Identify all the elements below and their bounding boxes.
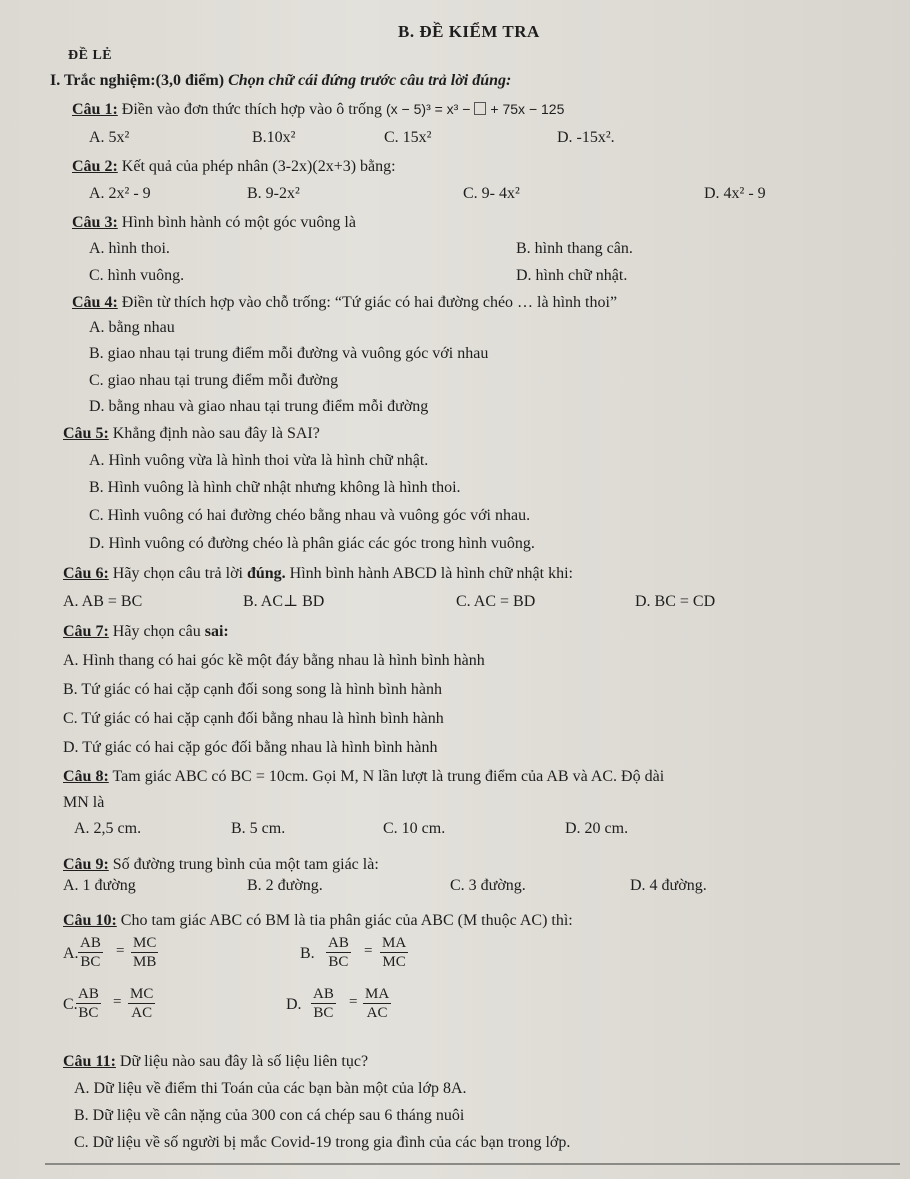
option-d: D. Tứ giác có hai cặp góc đối bằng nhau là hình bình hành (63, 739, 438, 756)
question-expression-left: (x − 5)³ = x³ − (386, 101, 471, 117)
question-text: Hãy chọn câu (112, 623, 201, 640)
equals-sign: = (364, 943, 373, 959)
question-label: Câu 5: (63, 425, 109, 442)
question-6 (63, 564, 573, 584)
option-d: D. Hình vuông có đường chéo là phân giác các góc trong hình vuông. (89, 535, 535, 552)
question-text: Tam giác ABC có BC = 10cm. Gọi M, N lần lượt là trung điểm của AB và AC. Độ dài (112, 768, 665, 785)
option-c: C. Dữ liệu về số người bị mắc Covid-19 trong gia đình của các bạn trong lớp. (74, 1134, 571, 1151)
question-text-emphasis: sai: (204, 623, 229, 640)
option-b: B. Tứ giác có hai cặp cạnh đối song song là hình bình hành (63, 681, 442, 698)
section-instruction: Chọn chữ cái đứng trước câu trả lời đúng: (228, 72, 512, 89)
option-b: B. giao nhau tại trung điểm mỗi đường và vuông góc với nhau (89, 345, 489, 362)
question-text-continued: Hình bình hành ABCD là hình chữ nhật khi: (289, 565, 573, 582)
option-a: A. Hình vuông vừa là hình thoi vừa là hình chữ nhật. (89, 452, 429, 469)
option-b: B. Hình vuông là hình chữ nhật nhưng không là hình thoi. (89, 479, 461, 496)
fraction-right: $\frac{MC}{AC}$ (130, 986, 154, 1021)
question-label: Câu 11: (63, 1053, 116, 1070)
question-10 (63, 911, 573, 931)
question-label: Câu 3: (72, 214, 118, 231)
option-a: A. hình thoi. (89, 240, 170, 257)
question-8 (63, 767, 664, 787)
blank-box (474, 102, 486, 115)
section-heading (50, 71, 511, 91)
question-4 (72, 293, 617, 313)
question-text: Khẳng định nào sau đây là SAI? (112, 425, 320, 442)
question-2 (72, 157, 396, 177)
question-5 (63, 424, 320, 444)
question-text: Hãy chọn câu trả lời (112, 565, 243, 582)
option-d-letter: D. (286, 996, 302, 1013)
question-text: Hình bình hành có một góc vuông là (121, 214, 356, 231)
question-text: Kết quả của phép nhân (3-2x)(2x+3) bằng: (121, 158, 396, 175)
question-label: Câu 2: (72, 158, 118, 175)
exam-variant: ĐỀ LẺ (68, 48, 113, 63)
question-label: Câu 8: (63, 768, 109, 785)
option-d: D. BC = CD (635, 593, 716, 610)
fraction-left: $\frac{AB}{BC}$ (313, 986, 334, 1021)
option-a: A. AB = BC (63, 593, 143, 610)
option-a: A. 1 đường (63, 877, 136, 894)
option-d: D. hình chữ nhật. (516, 267, 628, 284)
question-text: Dữ liệu nào sau đây là số liệu liên tục? (119, 1053, 369, 1070)
option-b: B. 5 cm. (231, 820, 286, 837)
option-a-letter: A. (63, 945, 79, 962)
question-text-emphasis: đúng. (246, 565, 286, 582)
question-label: Câu 10: (63, 912, 117, 929)
question-text: Số đường trung bình của một tam giác là: (112, 856, 379, 873)
question-label: Câu 9: (63, 856, 109, 873)
option-c: C. 9- 4x² (463, 185, 520, 202)
bottom-divider (45, 1163, 900, 1165)
option-d: D. bằng nhau và giao nhau tại trung điểm mỗi đường (89, 398, 429, 415)
option-c: C. AC = BD (456, 593, 536, 610)
option-c: C. Hình vuông có hai đường chéo bằng nhau và vuông góc với nhau. (89, 507, 531, 524)
option-c: C. Tứ giác có hai cặp cạnh đối bằng nhau là hình bình hành (63, 710, 444, 727)
option-c: C. 15x² (384, 129, 432, 146)
question-text: Điền từ thích hợp vào chỗ trống: “Tứ giác có hai đường chéo … là hình thoi” (121, 294, 618, 311)
question-label: Câu 6: (63, 565, 109, 582)
equals-sign: = (116, 943, 125, 959)
option-a: A. Dữ liệu về điểm thi Toán của các bạn bàn một của lớp 8A. (74, 1080, 467, 1097)
option-b: B.10x² (252, 129, 296, 146)
section-label: I. Trắc nghiệm:(3,0 điểm) (50, 72, 225, 89)
option-b: B. hình thang cân. (516, 240, 633, 257)
option-c-letter: C. (63, 996, 78, 1013)
option-a: A. bằng nhau (89, 319, 175, 336)
option-c: C. hình vuông. (89, 267, 185, 284)
option-c: C. 10 cm. (383, 820, 446, 837)
fraction-left: $\frac{AB}{BC}$ (80, 935, 101, 970)
equals-sign: = (113, 994, 122, 1010)
option-a: A. 2,5 cm. (74, 820, 142, 837)
question-3 (72, 213, 356, 233)
option-d: D. 20 cm. (565, 820, 629, 837)
question-label: Câu 4: (72, 294, 118, 311)
fraction-left: $\frac{AB}{BC}$ (328, 935, 349, 970)
question-label: Câu 7: (63, 623, 109, 640)
option-c: C. giao nhau tại trung điểm mỗi đường (89, 372, 339, 389)
question-label: Câu 1: (72, 101, 118, 118)
equals-sign: = (349, 994, 358, 1010)
option-b: B. AC⊥ BD (243, 593, 325, 610)
question-9 (63, 855, 379, 875)
fraction-right: $\frac{MC}{MB}$ (133, 935, 157, 970)
option-b-letter: B. (300, 945, 315, 962)
fraction-right: $\frac{MA}{AC}$ (365, 986, 390, 1021)
option-d: D. 4x² - 9 (704, 185, 766, 202)
option-a: A. 5x² (89, 129, 130, 146)
option-b: B. Dữ liệu về cân nặng của 300 con cá chép sau 6 tháng nuôi (74, 1107, 465, 1124)
question-expression-right: + 75x − 125 (490, 101, 565, 117)
fraction-left: $\frac{AB}{BC}$ (78, 986, 99, 1021)
option-b: B. 2 đường. (247, 877, 323, 894)
option-a: A. 2x² - 9 (89, 185, 151, 202)
option-a: A. Hình thang có hai góc kề một đáy bằng nhau là hình bình hành (63, 652, 485, 669)
question-text: Cho tam giác ABC có BM là tia phân giác của ABC (M thuộc AC) thì: (120, 912, 573, 929)
question-text-line2: MN là (63, 794, 105, 811)
option-d: D. -15x². (557, 129, 615, 146)
question-text: Điền vào đơn thức thích hợp vào ô trống (121, 101, 382, 118)
option-b: B. 9-2x² (247, 185, 300, 202)
question-1 (72, 99, 564, 120)
option-c: C. 3 đường. (450, 877, 526, 894)
question-11 (63, 1052, 368, 1072)
exam-title: B. ĐỀ KIỂM TRA (398, 22, 540, 41)
question-7 (63, 622, 229, 642)
option-d: D. 4 đường. (630, 877, 707, 894)
fraction-right: $\frac{MA}{MC}$ (382, 935, 407, 970)
